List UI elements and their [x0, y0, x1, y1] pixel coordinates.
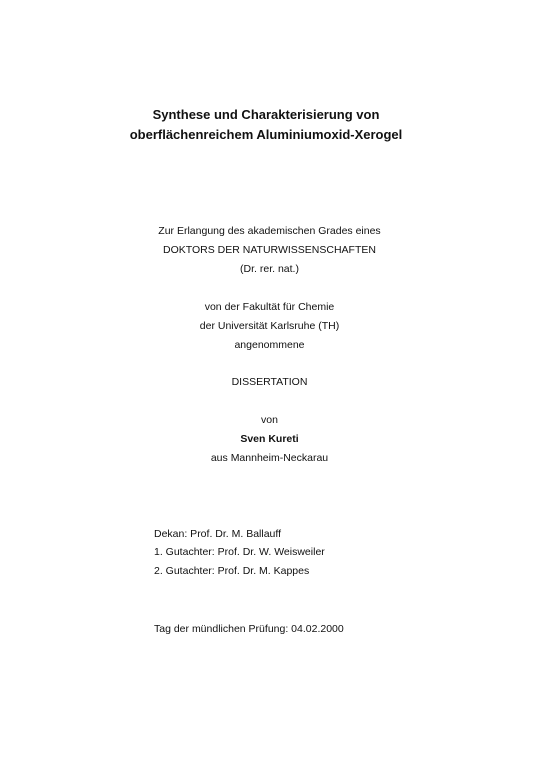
faculty-line-1: von der Fakultät für Chemie: [204, 301, 335, 313]
reviewer-1: 1. Gutachter: Prof. Dr. W. Weisweiler: [154, 546, 325, 558]
faculty-line-2: der Universität Karlsruhe (TH): [199, 320, 340, 332]
reviewer-2: 2. Gutachter: Prof. Dr. M. Kappes: [154, 565, 310, 577]
exam-date: Tag der mündlichen Prüfung: 04.02.2000: [154, 623, 344, 635]
thesis-title-line-2: oberflächenreichem Aluminiumoxid-Xerogel: [129, 127, 403, 142]
author-by: von: [261, 414, 278, 426]
document-type: DISSERTATION: [231, 376, 308, 388]
faculty-line-3: angenommene: [234, 339, 305, 351]
degree-line-3: (Dr. rer. nat.): [240, 263, 299, 275]
thesis-title-line-1: Synthese und Charakterisierung von: [152, 107, 380, 122]
author-name: Sven Kureti: [240, 433, 299, 445]
dean: Dekan: Prof. Dr. M. Ballauff: [154, 528, 282, 540]
author-origin: aus Mannheim-Neckarau: [210, 452, 329, 464]
degree-line-1: Zur Erlangung des akademischen Grades eines: [158, 225, 381, 237]
degree-line-2: DOKTORS DER NATURWISSENSCHAFTEN: [163, 244, 376, 256]
